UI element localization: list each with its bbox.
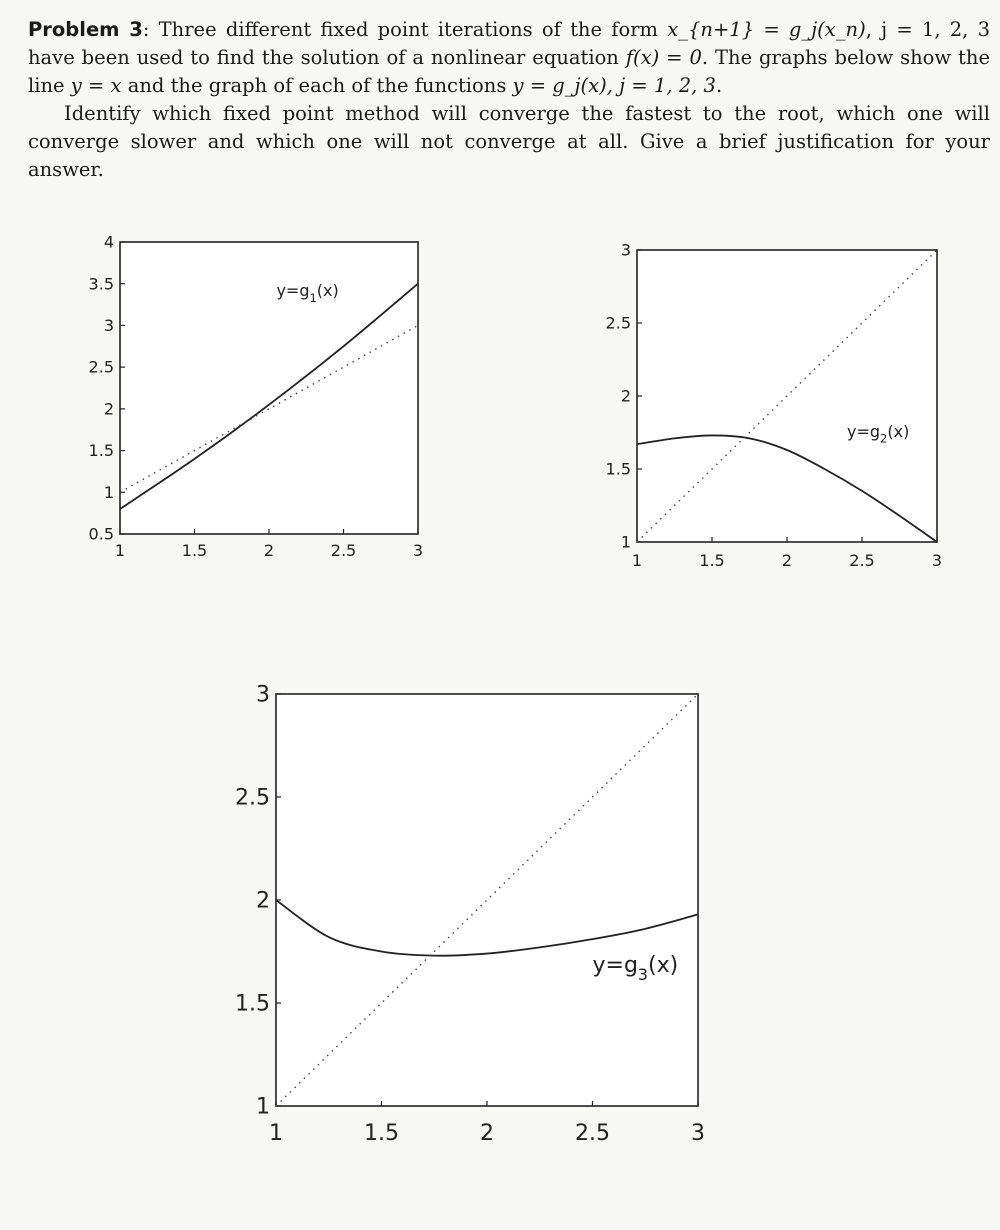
g3-y-tick-label: 1 [256,1094,270,1120]
g3-x-tick-label: 2.5 [575,1121,610,1146]
g2-x-tick-label: 1 [631,551,643,570]
g1-y-tick-label: 0.5 [88,524,114,544]
g2-y-tick-label: 1.5 [605,459,631,479]
g2-y-tick-label: 3 [620,240,631,260]
g1-y-tick-label: 3 [103,316,114,336]
g2-y-tick-label: 1 [620,532,631,552]
g1-y-tick-label: 2 [103,399,114,419]
plot-g3 [200,670,730,1164]
g1-x-tick-label: 2 [263,541,275,560]
g3-x-tick-label: 1 [269,1121,283,1146]
g1-x-tick-label: 1 [114,541,126,560]
problem-text-a: : Three different fixed point iterations of the form [142,18,668,41]
g2-curve-label: $y=g_2(x)$ [847,421,910,446]
g3-x-tick-label: 1.5 [364,1121,399,1146]
plot-g2 [590,225,990,579]
g1-y-tick-label: 1.5 [88,441,114,461]
g1-y-tick-label: 2.5 [88,357,114,377]
g1-y-tick-label: 3.5 [88,274,114,294]
problem-text-c: . The graphs below show the line [28,46,990,97]
g1-y-tick-label: 1 [103,482,114,502]
g3-curve-label: $y=g_3(x)$ [592,953,679,984]
problem-text-b: , j = 1, 2, 3 have been used to find the solution of a nonlinear equation [28,18,990,69]
g1-x-tick-label: 3 [412,541,424,560]
g3-x-tick-label: 2 [480,1121,494,1146]
g2-x-tick-label: 1.5 [699,551,725,570]
line-equation: y = x [70,74,122,97]
g3-y-tick-label: 2 [256,888,270,914]
g2-y-tick-label: 2.5 [605,313,631,333]
plot-g1 [0,225,440,579]
plot-g3-svg [200,670,730,1160]
g2-x-tick-label: 2 [781,551,793,570]
g2-x-tick-label: 3 [931,551,943,570]
functions-equation: y = g_j(x), j = 1, 2, 3 [512,74,716,97]
problem-text-e: . [715,74,723,97]
plot-g1-svg [0,225,440,575]
g3-x-tick-label: 3 [691,1121,705,1146]
g3-y-tick-label: 1.5 [235,991,270,1017]
problem-paragraph-2: Identify which fixed point method will converge the fastest to the root, which one will converge slower and which one will not converge at all. Give a brief justification for your answer. [28,102,990,181]
g3-y-tick-label: 2.5 [235,785,270,811]
g2-y-tick-label: 2 [620,386,631,406]
g1-x-tick-label: 2.5 [330,541,357,560]
g2-x-tick-label: 2.5 [849,551,875,570]
g1-plot-frame [120,242,418,534]
g1-y-tick-label: 4 [103,232,114,252]
problem-paragraph-1 [28,16,990,100]
g1-x-tick-label: 1.5 [181,541,208,560]
problem-statement [28,16,990,184]
equation: f(x) = 0 [625,46,702,69]
g1-curve-label: $y=g_1(x)$ [276,281,339,305]
problem-text-d: and the graph of each of the functions [121,74,513,97]
iteration-formula: x_{n+1} = g_j(x_n) [667,18,866,41]
plot-g2-svg [590,225,990,575]
g3-y-tick-label: 3 [256,682,270,708]
problem-label: Problem 3 [28,18,143,41]
